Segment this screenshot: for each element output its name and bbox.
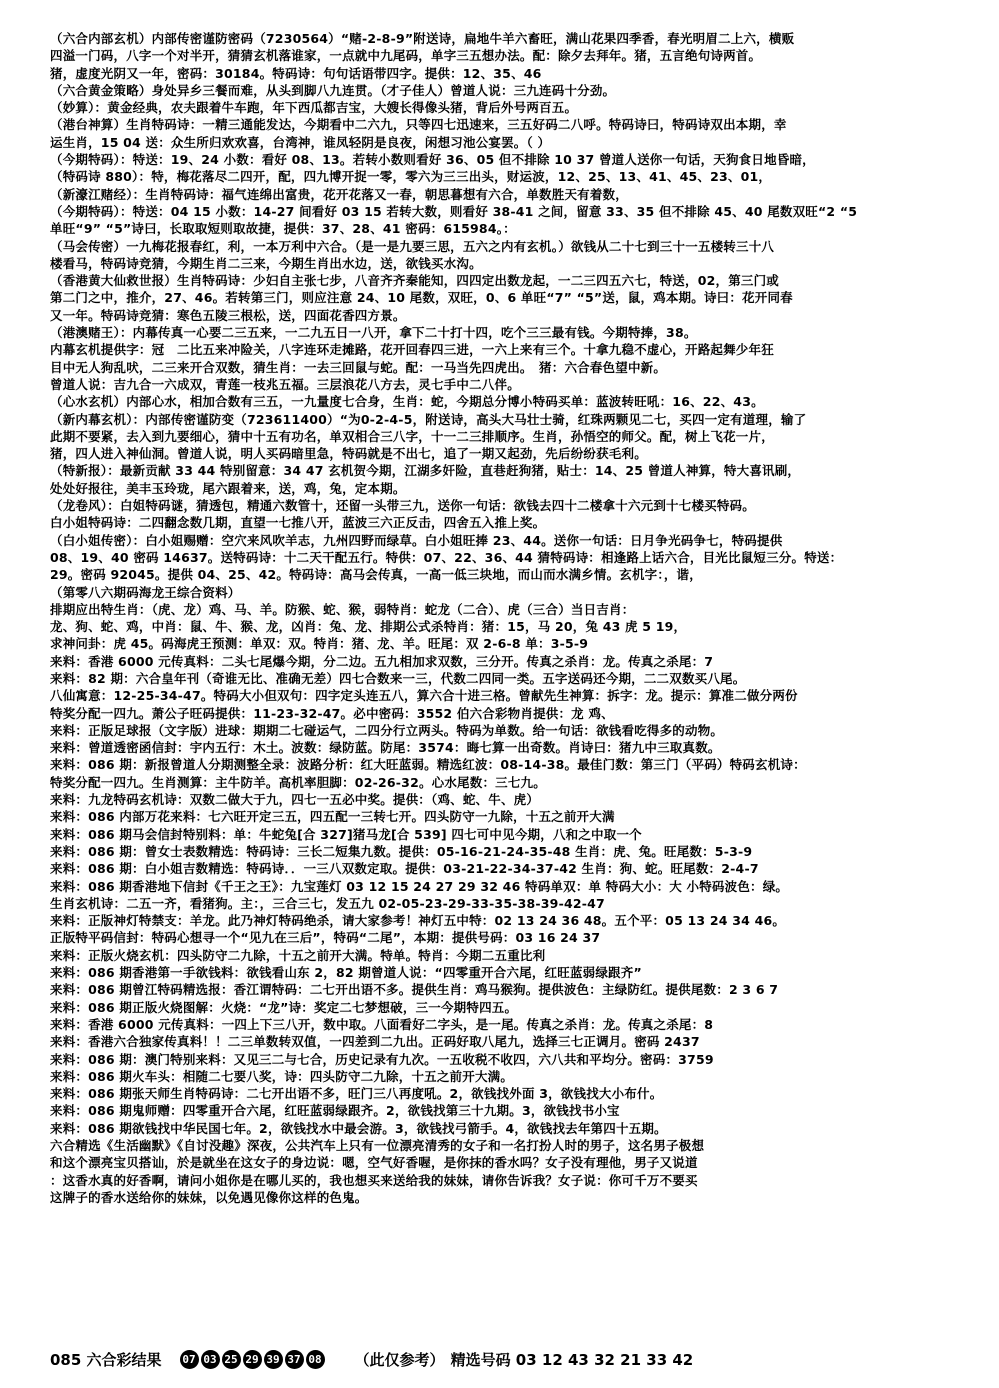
result-ball: 29 — [243, 1350, 262, 1369]
text-line: （白小姐传密）：白小姐赐赠：空穴来风吹羊志，九州四野而绿草。白小姐旺捧 23、44。送你一句话：日月争光码争七，特码提供 — [50, 532, 783, 548]
text-line: 猪，虚度光阴又一年，密码：30184。特码诗：句句话语带四字。提供：12、35、46 — [50, 65, 542, 81]
text-line: 排期应出特生肖：（虎、龙）鸡、马、羊。防猴、蛇、猴，弱特肖：蛇龙（二合）、虎（三合）当日吉肖： — [50, 601, 635, 617]
text-line: 和这个漂亮宝贝搭讪，於是就坐在这女子的身边说：嗯，空气好香喔，是你抹的香水吗？女子没有理他，男子又说道 — [50, 1155, 698, 1171]
text-line: 内幕玄机提供字：冠 二比五来冲险关，八字连环走摊路，花开回春四三进，一六上来有三个。十拿九稳不虚心，开路起舞少年狂 — [50, 342, 774, 358]
text-line: 来料：曾道透密函信封：宇内五行：木土。波数：绿防蓝。防尾：3574：晦七算一出奇数。肖诗曰：猪九中三取真数。 — [50, 740, 721, 756]
text-line: （今期特码）：特送：04 15 小数：14-27 间看好 03 15 若转大数，则看好 38-41 之间，留意 33、35 但不排除 45、40 尾数双旺“2 “5 — [50, 203, 858, 219]
text-line: （六合内部玄机）内部传密谨防密码（7230564）“赌-2-8-9”附送诗，扁地牛羊六畜旺，满山花果四季香，春光明眉二上六，横贩 — [50, 31, 795, 46]
text-line: ：这香水真的好香啊，请问小姐你是在哪儿买的，我也想买来送给我的妹妹，请你告诉我？女子说：你可千万不要买 — [50, 1172, 698, 1188]
text-line: 目中无人狗乱吠，二三来开合双数，猜生肖：一去三回鼠与蛇。配：一马当先四虎出。 猪：六合春色望中新。 — [50, 359, 667, 375]
text-line: 第二门之中，推介，27、46。若转第三门，则应注意 24、10 尾数，双旺，0、6 单旺“7” “5”送，鼠，鸡本期。诗曰：花开同春 — [50, 290, 793, 306]
text-line: 处处好报往，美丰玉玲珑，尾六跟着来，送，鸡，兔，定本期。 — [50, 480, 406, 496]
text-line: 猪，四人进入神仙洞。曾道人说，明人买码暗里急，特码就是不出七，追了一期又起劲，先后纷纷获毛利。 — [50, 446, 647, 462]
text-line: 白小姐特码诗：二四翻念数几期，直望一七推八开，蓝波三六正反击，四舍五入推上奖。 — [50, 515, 546, 531]
text-line: 来料：82 期：六合皇年刊（奇谁无比、准确无差）四七合数来一三，代数二四同一类。五字送码还今期，二二双数买八尾。 — [50, 670, 746, 686]
text-line: 来料：086 期香港地下信封《千王之王》：九宝莲灯 03 12 15 24 27 29 32 46 特码单双：单 特码大小：大 小特码波色：绿。 — [50, 878, 789, 894]
text-line: （马会传密）一九梅花报春红，利，一本万利中六合。（是一是九要三思，五六之内有玄机。）欲钱从二十七到三十一五楼转三十八 — [50, 238, 775, 254]
text-line: 来料：086 期：白小姐吉数精选：特码诗．．一三八双数定取。提供：03-21-22-34-37-42 生肖：狗、蛇。旺尾数：2-4-7 — [50, 861, 759, 877]
text-line: 来料：香港 6000 元传真料：一四上下三八开，数中取。八面看好二字头，是一尾。传真之杀肖：龙。传真之杀尾：8 — [50, 1016, 714, 1032]
text-line: 四溢一门码，八字一个对半开，猜猜玄机落谁家，一点就中九尾码，单字三五想办法。配：除夕去拜年。猪，五言绝句诗两首。 — [50, 48, 762, 64]
text-line: 龙、狗、蛇、鸡，中肖：鼠、牛、猴、龙，凶肖：兔、龙、排期公式杀特肖：猪：15，马 20，兔 43 虎 5 19， — [50, 619, 687, 635]
text-line: 来料：正版火烧玄机：四头防守二九除，十五之前开大满。特单。特肖：今期二五重比利 — [50, 947, 546, 963]
text-line: 来料：086 期：新报曾道人分期测整全录：波路分析：红大旺蓝弱。精选红波：08-14-38。最佳门数：第三门（平码）特码玄机诗： — [50, 757, 806, 773]
reference-note: （此仅参考） — [354, 1350, 445, 1369]
text-line: 特奖分配一四九。生肖测算：主牛防羊。高机率胆脚：02-26-32。心水尾数：三七九。 — [50, 774, 546, 790]
result-ball: 08 — [306, 1350, 325, 1369]
text-line: （心水玄机）内部心水，相加合数有三五，一九量度七合身，生肖：蛇，今期总分博小特码买单：蓝波转旺吼：16、22、43。 — [50, 394, 764, 410]
text-line: （香港黄大仙救世报）生肖特码诗：少妇自主张七步，八音齐齐秦能知，四四定出数龙起，一二三四五六七，特送，02，第三门或 — [50, 273, 779, 289]
text-line: 曾道人说：吉九合一六成双，青莲一枝兆五福。三层浪花八方去，灵七手中二八伴。 — [50, 376, 520, 392]
result-balls — [180, 1350, 325, 1369]
text-line: （今期特码）：特送：19、24 小数：看好 08、13。若转小数则看好 36、05 但不排除 10 37 曾道人送你一句话，天狗食日地昏暗， — [50, 152, 815, 168]
document-body — [50, 30, 989, 1206]
text-line: （新濠江赌经）：生肖特码诗：福气连绵出富贵，花开花落又一春，朝思暮想有六合，单数胜天有着数， — [50, 186, 628, 202]
text-line: （特码诗 880）：特，梅花落尽二四开，配，四九博开捉一零，零六为三三出头，财运波，12、25、13、41、45、23、01， — [50, 169, 772, 185]
text-line: 来料：086 期火车头：相随二七要八奖，诗：四头防守二九除，十五之前开大满。 — [50, 1068, 514, 1084]
text-line: 来料：正版神灯特禁支：羊龙。此乃神灯特码绝杀，请大家参考！神灯五中特：02 13 24 36 48。五个平：05 13 24 34 46。 — [50, 913, 786, 929]
text-line: 生肖玄机诗：二五一齐，看猪狗。主：，三合三七，发五九 02-05-23-29-33-35-38-39-42-47 — [50, 895, 605, 911]
results-footer — [50, 1346, 989, 1372]
text-line: 08、19、40 密码 14637。送特码诗：十二天干配五行。特供：07、22、36、44 猜特码诗：相逢路上话六合，目光比鼠短三分。特送： — [50, 549, 843, 565]
result-ball: 07 — [180, 1350, 199, 1369]
result-ball: 39 — [264, 1350, 283, 1369]
text-line: 正版特平码信封：特码心想寻一个“见九在三后”，特码“二尾”，本期：提供号码：03 16 24 37 — [50, 930, 601, 946]
text-line: 求神问卦：虎 45。码海虎王预测：单双：双。特肖：猪、龙、羊。旺尾：双 2-6-8 单：3-5-9 — [50, 636, 589, 652]
text-line: 来料：086 期欲钱找中华民国七年。2，欲钱找水中最会游。3，欲钱找弓箭手。4，欲钱找去年第四十五期。 — [50, 1120, 667, 1136]
text-line: （港台神算）生肖特码诗：一精三通能发达，今期看中二六九，只等四七迅速来，三五好码二八呼。特码诗曰，特码诗双出本期，幸 — [50, 117, 787, 133]
text-line: 单旺“9” “5”诗曰，长取取短则取故捷，提供：37、28、41 密码：615984。： — [50, 221, 516, 237]
text-line: （第零八六期码海龙王综合资料） — [50, 584, 241, 600]
text-line: 六合精选《生活幽默》《自讨没趣》深夜，公共汽车上只有一位漂亮清秀的女子和一名打扮人时的男子，这名男子极想 — [50, 1138, 705, 1153]
text-line: 八仙寓意：12-25-34-47。特码大小但双句：四字定头连五八，算六合十进三格。曾献先生神算：拆字：龙。提示：算准二做分两份 — [50, 688, 798, 704]
text-line: 来料：086 期张天师生肖特码诗：二七开出语不多，旺门三八再度吼。2，欲钱找外面 3，欲钱找大小布什。 — [50, 1086, 663, 1102]
text-line: 来料：086 内部万花来料：七六旺开定三五，四五配一三转七开。四头防守一九除，十五之前开大满 — [50, 809, 615, 825]
text-line: 来料：086 期马会信封特别料：单：牛蛇兔[合 327]猪马龙[合 539] 四七可中见今期，八和之中取一个 — [50, 826, 642, 842]
text-line: （新内幕玄机）：内部传密谨防变（723611400）“为0-2-4-5，附送诗，高头大马壮士骑，红珠两颗见二七，买四一定有道理，输了 — [50, 411, 807, 427]
text-line: 来料：086 期香港第一手欲钱料：欲钱看山东 2，82 期曾道人说：“四零重开合六尾，红旺蓝弱绿跟齐” — [50, 965, 642, 981]
results-label: 085 六合彩结果 — [50, 1350, 162, 1369]
text-line: 特奖分配一四九。萧公子旺码提供：11-23-32-47。必中密码：3552 伯六合彩物肖提供：龙 鸡、 — [50, 705, 614, 721]
text-line: 29。密码 92045。提供 04、25、42。特码诗：高马会传真，一高一低三块地，而山而水满乡情。玄机字：，谐， — [50, 567, 702, 583]
text-line: （特新报）：最新贡献 33 44 特别留意：34 47 玄机贺今期，江湖多奸险，直巷赶狗猪，贴士：14、25 曾道人神算，特大喜讯刷， — [50, 463, 801, 479]
selected-numbers: 精选号码 03 12 43 32 21 33 42 — [450, 1350, 694, 1369]
text-line: 来料：086 期正版火烧图解：火烧：“龙”诗：奖定二七梦想破，三一今期特四五。 — [50, 999, 518, 1015]
text-line: 来料：086 期：澳门特别来料：又见三二与七合，历史记录有九次。一五收税不收四，六八共和平均分。密码：3759 — [50, 1051, 714, 1067]
text-line: 来料：086 期：曾女士表数精选：特码诗：三长二短集九数。提供：05-16-21-24-35-48 生肖：虎、兔。旺尾数：5-3-9 — [50, 843, 753, 859]
result-ball: 03 — [201, 1350, 220, 1369]
result-ball: 37 — [285, 1350, 304, 1369]
text-line: 来料：086 期鬼师赠：四零重开合六尾，红旺蓝弱绿跟齐。2，欲钱找第三十九期。3，欲钱找书小宝 — [50, 1103, 620, 1119]
text-line: 来料：086 期曾江特码精选报：香江谓特码：二七开出语不多。提供生肖：鸡马猴狗。提供波色：主绿防红。提供尾数：2 3 6 7 — [50, 982, 779, 998]
result-ball: 25 — [222, 1350, 241, 1369]
text-line: 来料：香港六合独家传真料！！二三单数转双值，一四差到二九出。正码好取八尾九，选择三七正调月。密码 2437 — [50, 1034, 700, 1050]
text-line: （港澳赌王）：内幕传真一心要二三五来，一二九五日一八开，拿下二十打十四，吃个三三最有钱。今期特捧，38。 — [50, 325, 697, 341]
text-line: （六合黄金策略）身处异乡三餐而难，从头到脚八九连贯。（才子佳人）曾道人说：三九连码十分劲。 — [50, 82, 616, 98]
text-line: （龙卷风）：白姐特码谜，猜透包，精通六数管十，还留一头带三九，送你一句话：欲钱去四十二楼拿十六元到十七楼买特码。 — [50, 498, 755, 514]
text-line: 来料：香港 6000 元传真料：二头七尾爆今期，分二边。五九相加求双数，三分开。传真之杀肖：龙。传真之杀尾：7 — [50, 653, 714, 669]
text-line: 来料：九龙特码玄机诗：双数二做大于九，四七一五必中奖。提供：（鸡、蛇、牛、虎） — [50, 792, 540, 808]
text-line: 这牌子的香水送给你的妹妹，以免遇见像你这样的色鬼。 — [50, 1189, 368, 1205]
text-line: 又一年。特码诗竞猜：寒色五陵三根松，送，四面花香四方景。 — [50, 307, 406, 323]
text-line: 此期不要紧，去入到九要细心，猜中十五有功名，单双相合三八字，十一二三排顺序。生肖，孙悟空的师父。配，树上飞花一片， — [50, 428, 774, 444]
text-line: 来料：正版足球报（文字版）进球：期期二七碰运气，二四分行立两头。特码为单数。给一句话：欲钱看吃得多的动物。 — [50, 722, 724, 738]
text-line: 运生肖，15 04 送：众生所归欢欢喜，台湾神，谁凤轻阴是良夜，闲想习池公宴罢。（ ） — [50, 134, 551, 150]
text-line: （妙算）：黄金经典，农夫跟着牛车跑，年下西瓜都吉宝，大嫂长得像头猪，背后外号两百五。 — [50, 100, 578, 116]
text-line: 楼看马，特码诗竞猜，今期生肖二三来，今期生肖出水边，送，欲钱买水沟。 — [50, 255, 482, 271]
